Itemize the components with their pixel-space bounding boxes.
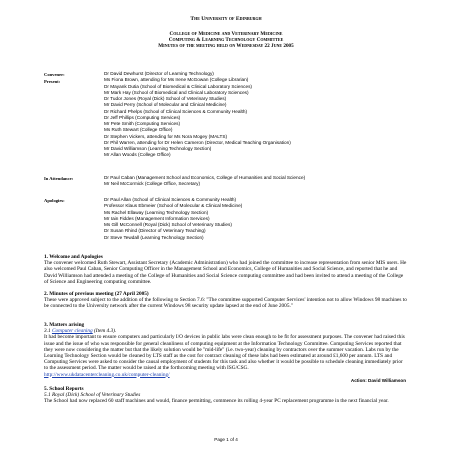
apology: Dr Steve Tewdall (Learning Technology Section) — [104, 234, 204, 240]
section-title: 1. Welcome and Apologies — [44, 254, 103, 260]
cleaning-url-link[interactable]: http://www.ukdatacentercleaning.co.uk/computer-cleaning/ — [44, 371, 170, 378]
section-title: 2. Minutes of previous meeting (27 April 2005) — [44, 291, 149, 297]
convener-label: Convener: — [44, 72, 65, 77]
committee-name: Computing & Learning Technology Committee — [168, 37, 284, 44]
attendee: Dr Tudor Jones (Royal (Dick) School of Veterinary Studies) — [104, 96, 227, 102]
attendee: Dr Phil Warren, attending for Dr Helen Cameron (Director, Medical Teaching Organisation) — [104, 139, 291, 145]
attendee: Mr Allan Woods (College Office) — [104, 152, 171, 158]
section-matters-arising — [44, 322, 408, 378]
committee-heading — [0, 31, 452, 50]
attendee: Dr Paul Caban (Management School and Economics, College of Humanities and Social Science) — [104, 175, 306, 180]
apology: Ms Gill McConnell (Royal (Dick) School of Veterinary Studies) — [104, 222, 232, 228]
apologies-label: Apologies: — [44, 198, 65, 203]
section-body: The School had now replaced 60 staff machines and would, finance permitting, commence its rolling 4-year PC replacement programme in the next financial year. — [44, 398, 389, 405]
section-body: The convener welcomed Ruth Stewart, Assistant Secretary (Academic Administration) who had joined the committee to increase representation from senior MIS users. He also welcomed Paul Caban, Senior Computing Officer in the Management School and Economics, College of Humanities and Social Science, and reported that he and David Williamson had attended a meeting of the College of Humanities and Social Science computing committee and had been invited to attend a meeting of the College of Science and Engineering computing committee. — [44, 260, 407, 285]
section-title: 3. Matters arising — [44, 322, 85, 328]
attendance-label: In Attendance: — [44, 176, 74, 181]
apology: Dr Susan Rhind (Director of Veterinary Teaching) — [104, 228, 206, 234]
attendee: Mr Neil McCormick (College Office, Secretary) — [104, 181, 201, 187]
apology: Dr Paul Allan (School of Clinical Sciences & Community Health) — [104, 197, 237, 202]
computer-cleaning-link[interactable]: Computer cleaning — [51, 328, 93, 335]
present-list — [104, 71, 291, 159]
section-body: These were approved subject to the addition of the following to Section 7.6: "The committee supported Computer Services' intention not to allow Windows 98 machines to be connected to the University network after the current Windows 98 security update lapsed at the end of June 2005." — [44, 297, 407, 310]
minutes-date: Minutes of the meeting held on Wednesday 22 June 2005 — [158, 43, 294, 50]
section-title: 5. School Reports — [44, 386, 84, 392]
attendee: Mr David Perry (School of Molecular and Clinical Medicine) — [104, 102, 227, 108]
present-label: Present: — [44, 79, 61, 84]
section-previous-minutes — [44, 291, 408, 310]
attendee: Ms Fiona Brown, attending for Ms Irene McGowan (College Librarian) — [104, 77, 249, 83]
apology: Mr Iain Fiddes (Management Information Services) — [104, 215, 210, 221]
page-number: Page 1 of 4 — [214, 437, 238, 442]
attendee: Ms Ruth Stewart (College Office) — [104, 127, 173, 133]
action-owner: Action: David Williamson — [350, 378, 406, 383]
attendee: Mr Mark Hay (School of Biomedical and Clinical Laboratory Sciences) — [104, 89, 249, 95]
subsection-title: 5.1 Royal (Dick) School of Veterinary Studies — [44, 392, 141, 399]
attendee: Dr Jeff Phillips (Computing Services) — [104, 114, 181, 120]
attendee: Mr David Williamson (Learning Technology Section) — [104, 146, 212, 152]
attendee: Mr Pete Smith (Computing Services) — [104, 121, 181, 127]
attendee: Dr Richard Phelps (School of Clinical Sciences & Community Health) — [104, 108, 248, 114]
attendee: Dr Stephen Vickers, attending for Ms Nora Mogey (MALTS) — [104, 133, 228, 139]
apology: Ms Rachel Ellaway (Learning Technology Section) — [104, 209, 209, 215]
attendee: Dr Mayank Dutia (School of Biomedical & Clinical Laboratory Sciences) — [104, 83, 252, 89]
apologies-list — [104, 197, 242, 241]
university-title: The University of Edinburgh — [190, 16, 262, 22]
section-welcome — [44, 254, 408, 285]
section-body: It had become important to ensure computers and particularly I/O devices in public labs were clean enough to be fit for assessment purposes. The convener had raised this issue and the issue of who was responsible for general cleanliness of computing equipment at the Information Technology Committee. Computing Services reported that they were now considering the matter but that the likely solution would be "mid-life" (i.e. two-year) cleaning by contractors over the summer vacation. Labs run by the Learning Technology Section would be cleaned by LTS staff as the cost for contract cleaning of these labs had been estimated at around £1,600 per annum. LTS and Computing Services were asked to consider the causal employment of students for this task and also whether it would be possible to schedule cleaning immediately prior to the assessment period. The matter would be raised at the forthcoming meeting with ISG/CSG. — [44, 334, 405, 372]
apology: Professor Klaus Ebmeier (School of Molecular & Clinical Medicine) — [104, 203, 243, 209]
college-name: College of Medicine and Veterinary Medicine — [169, 31, 283, 37]
subsection-number: 3.1 — [44, 328, 52, 335]
subsection-reference: (Item 4.3). — [92, 328, 117, 335]
attendee: Dr David Dewhurst (Director of Learning Technology) — [104, 71, 214, 76]
section-school-reports — [44, 386, 408, 405]
attendance-list — [104, 175, 305, 188]
